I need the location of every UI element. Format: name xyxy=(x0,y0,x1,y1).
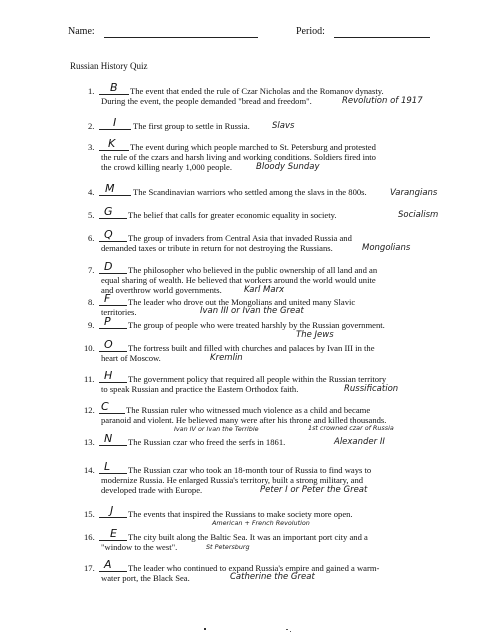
question-number: 5. xyxy=(88,210,95,220)
answer-letter: C xyxy=(101,400,109,413)
question-text: The leader who drove out the Mongolians and united many Slavic xyxy=(128,297,356,307)
handwritten-answer: Peter I or Peter the Great xyxy=(260,485,368,495)
answer-letter: K xyxy=(108,137,116,150)
handwritten-answer: Russification xyxy=(344,384,399,394)
question-text: heart of Moscow. xyxy=(101,353,161,363)
question-text: and overthrow world governments. xyxy=(101,285,222,295)
answer-letter: H xyxy=(104,369,113,382)
question-text: The city built along the Baltic Sea. It was an important port city and a xyxy=(128,532,368,542)
handwritten-answer: Ivan IV or Ivan the Terrible xyxy=(174,425,259,433)
answer-letter: N xyxy=(104,432,113,445)
handwritten-answer: Karl Marx xyxy=(244,285,285,295)
answer-blank xyxy=(99,382,127,383)
question-text: demanded taxes or tribute in return for not destroying the Russians. xyxy=(101,243,333,253)
question-text: to speak Russian and practice the Eastern Orthodox faith. xyxy=(101,384,299,394)
answer-letter: F xyxy=(104,292,111,305)
question-number: 8. xyxy=(88,297,95,307)
question-text: The event during which people marched to St. Petersburg and protested xyxy=(130,142,376,152)
question-number: 17. xyxy=(84,563,95,573)
question-number: 9. xyxy=(88,320,95,330)
answer-letter: M xyxy=(105,182,115,195)
answer-blank xyxy=(99,445,127,446)
question-text: paranoid and violent. He believed many were after his throne and killed thousands. xyxy=(101,415,387,425)
answer-blank xyxy=(99,571,127,572)
answer-letter: A xyxy=(104,558,112,571)
answer-blank xyxy=(99,129,131,130)
question-text: The Russian czar who took an 18-month tour of Russia to find ways to xyxy=(128,465,372,475)
question-text: the rule of the czars and harsh living and working conditions. Soldiers fired into xyxy=(101,152,376,162)
question-number: 7. xyxy=(88,265,95,275)
question-number: 16. xyxy=(84,532,95,542)
question-text: The group of invaders from Central Asia that invaded Russia and xyxy=(128,233,352,243)
answer-blank xyxy=(99,241,127,242)
question-number: 15. xyxy=(84,509,95,519)
handwritten-answer: Slavs xyxy=(272,121,295,131)
handwritten-answer: Bloody Sunday xyxy=(256,162,320,172)
question-text: During the event, the people demanded "bread and freedom". xyxy=(101,96,312,106)
handwritten-answer: American + French Revolution xyxy=(212,519,310,527)
question-text: The Russian czar who freed the serfs in 1861. xyxy=(128,437,286,447)
answer-blank xyxy=(99,150,129,151)
scan-speck xyxy=(204,628,206,630)
handwritten-answer: Ivan III or Ivan the Great xyxy=(200,306,304,316)
question-text: The Scandinavian warriors who settled among the slavs in the 800s. xyxy=(133,187,367,197)
answer-blank xyxy=(99,94,129,95)
question-number: 10. xyxy=(84,343,95,353)
handwritten-answer: Revolution of 1917 xyxy=(342,96,423,106)
name-label: Name: xyxy=(68,26,95,37)
question-text: modernize Russia. He enlarged Russia's territory, built a strong military, and xyxy=(101,475,364,485)
question-number: 3. xyxy=(88,142,95,152)
question-text: The leader who continued to expand Russia's empire and gained a warm- xyxy=(128,563,380,573)
answer-blank xyxy=(99,473,127,474)
handwritten-answer: Alexander II xyxy=(334,437,385,447)
question-number: 4. xyxy=(88,187,95,197)
name-blank xyxy=(104,37,258,38)
question-text: The fortress built and filled with churches and palaces by Ivan III in the xyxy=(128,343,375,353)
answer-blank xyxy=(99,273,127,274)
handwritten-answer: Varangians xyxy=(390,188,438,198)
scan-speck xyxy=(290,631,291,632)
answer-blank xyxy=(99,305,127,306)
answer-letter: J xyxy=(110,504,114,517)
question-text: the crowd killing nearly 1,000 people. xyxy=(101,162,233,172)
scan-speck xyxy=(286,629,288,630)
question-text: The first group to settle in Russia. xyxy=(133,121,250,131)
question-text: equal sharing of wealth. He believed that workers around the world would unite xyxy=(101,275,376,285)
answer-letter: P xyxy=(104,315,111,328)
handwritten-note: 1st crowned czar of Russia xyxy=(308,424,394,432)
question-text: developed trade with Europe. xyxy=(101,485,203,495)
handwritten-answer: Kremlin xyxy=(210,353,243,363)
question-text: The belief that calls for greater economic equality in society. xyxy=(128,210,337,220)
answer-blank xyxy=(99,218,127,219)
question-text: water port, the Black Sea. xyxy=(101,573,190,583)
answer-letter: G xyxy=(104,205,113,218)
question-number: 1. xyxy=(88,86,95,96)
question-text: territories. xyxy=(101,307,137,317)
question-number: 2. xyxy=(88,121,95,131)
answer-blank xyxy=(99,195,131,196)
question-number: 14. xyxy=(84,465,95,475)
question-text: The government policy that required all people within the Russian territory xyxy=(128,374,387,384)
question-text: The events that inspired the Russians to make society more open. xyxy=(128,509,353,519)
period-blank xyxy=(334,37,430,38)
handwritten-answer: Mongolians xyxy=(362,243,411,253)
answer-letter: I xyxy=(113,116,117,129)
answer-blank xyxy=(99,351,127,352)
answer-letter: O xyxy=(104,338,113,351)
answer-blank xyxy=(99,517,127,518)
answer-letter: Q xyxy=(104,228,113,241)
answer-blank xyxy=(99,413,125,414)
question-number: 6. xyxy=(88,233,95,243)
answer-letter: L xyxy=(104,460,111,473)
question-number: 12. xyxy=(84,405,95,415)
answer-letter: D xyxy=(104,260,113,273)
handwritten-answer: The Jews xyxy=(296,330,334,340)
answer-blank xyxy=(99,328,127,329)
quiz-title: Russian History Quiz xyxy=(70,61,148,71)
question-text: The event that ended the rule of Czar Nicholas and the Romanov dynasty. xyxy=(130,86,384,96)
answer-letter: B xyxy=(110,81,118,94)
question-text: The philosopher who believed in the public ownership of all land and an xyxy=(128,265,378,275)
handwritten-answer: St Petersburg xyxy=(206,543,250,551)
question-number: 13. xyxy=(84,437,95,447)
period-label: Period: xyxy=(296,26,325,37)
question-text: The Russian ruler who witnessed much violence as a child and became xyxy=(126,405,371,415)
handwritten-answer: Socialism xyxy=(398,210,439,220)
question-text: "window to the west". xyxy=(101,542,178,552)
handwritten-answer: Catherine the Great xyxy=(230,572,315,582)
question-number: 11. xyxy=(84,374,95,384)
answer-blank xyxy=(99,540,127,541)
question-text: The group of people who were treated harshly by the Russian government. xyxy=(128,320,385,330)
answer-letter: E xyxy=(110,527,117,540)
